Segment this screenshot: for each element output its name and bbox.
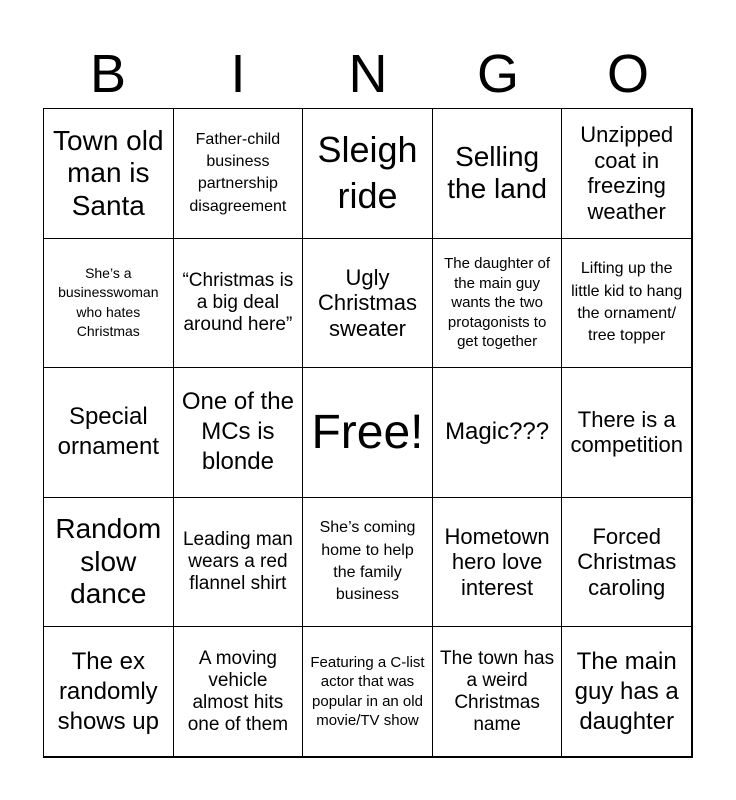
bingo-cell[interactable]: Magic??? (432, 367, 563, 498)
bingo-cell[interactable]: Lifting up the little kid to hang the ornament/ tree topper (561, 238, 692, 369)
header-letter-b: B (89, 44, 127, 104)
bingo-cell[interactable]: The daughter of the main guy wants the two protagonists to get together (432, 238, 563, 369)
bingo-cell[interactable]: Forced Christmas caroling (561, 497, 692, 628)
bingo-cell[interactable]: The ex randomly shows up (43, 626, 174, 757)
bingo-cell[interactable]: Ugly Christmas sweater (302, 238, 433, 369)
header-letter-n: N (348, 44, 388, 104)
bingo-cell[interactable]: Featuring a C-list actor that was popular in an old movie/TV show (302, 626, 433, 757)
bingo-cell[interactable]: Special ornament (43, 367, 174, 498)
bingo-cell[interactable]: Father-child business partnership disagreement (173, 108, 304, 239)
bingo-cell[interactable]: Town old man is Santa (43, 108, 174, 239)
bingo-cell[interactable]: Random slow dance (43, 497, 174, 628)
header-letter-g: G (476, 44, 519, 104)
bingo-cell[interactable]: Sleigh ride (302, 108, 433, 239)
bingo-cell[interactable]: A moving vehicle almost hits one of them (173, 626, 304, 757)
header-letter-i: I (230, 44, 246, 104)
bingo-cell[interactable]: Selling the land (432, 108, 563, 239)
bingo-cell[interactable]: There is a competition (561, 367, 692, 498)
bingo-cell[interactable]: She’s a businesswoman who hates Christmas (43, 238, 174, 369)
bingo-header (43, 40, 693, 108)
bingo-cell[interactable]: The main guy has a daughter (561, 626, 692, 757)
bingo-card (43, 108, 693, 758)
bingo-cell[interactable]: Hometown hero love interest (432, 497, 563, 628)
bingo-cell[interactable]: “Christmas is a big deal around here” (173, 238, 304, 369)
free-space[interactable]: Free! (302, 367, 433, 498)
bingo-cell[interactable]: She’s coming home to help the family business (302, 497, 433, 628)
bingo-cell[interactable]: Leading man wears a red flannel shirt (173, 497, 304, 628)
header-letter-o: O (606, 44, 649, 104)
bingo-cell[interactable]: One of the MCs is blonde (173, 367, 304, 498)
bingo-cell[interactable]: The town has a weird Christmas name (432, 626, 563, 757)
bingo-cell[interactable]: Unzipped coat in freezing weather (561, 108, 692, 239)
